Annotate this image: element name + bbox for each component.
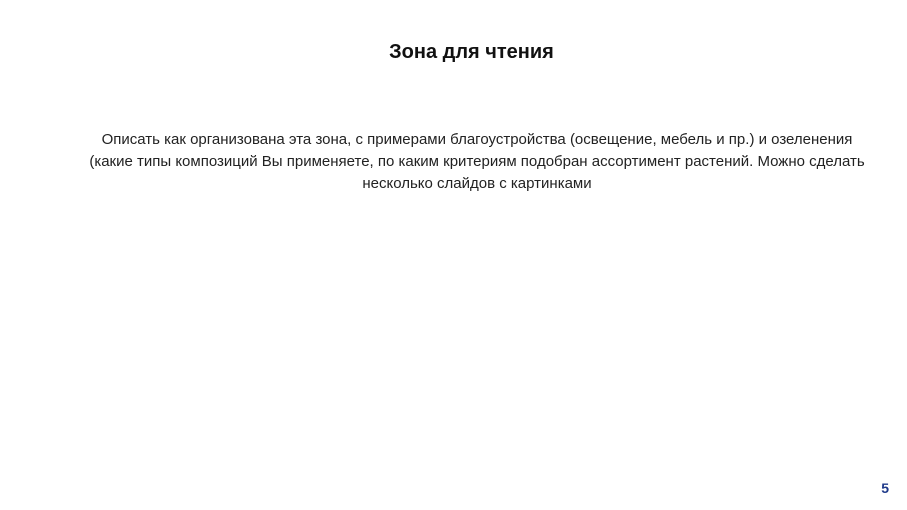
slide-body-text: Описать как организована эта зона, с примерами благоустройства (освещение, мебель и пр.) и озеленения (какие типы композиций Вы применяете, по каким критериям подобран ассортимент растений. Можно сделать несколько слайдов с картинками bbox=[89, 131, 865, 192]
slide-title: Зона для чтения bbox=[389, 41, 554, 63]
page-number: 5 bbox=[881, 480, 889, 496]
